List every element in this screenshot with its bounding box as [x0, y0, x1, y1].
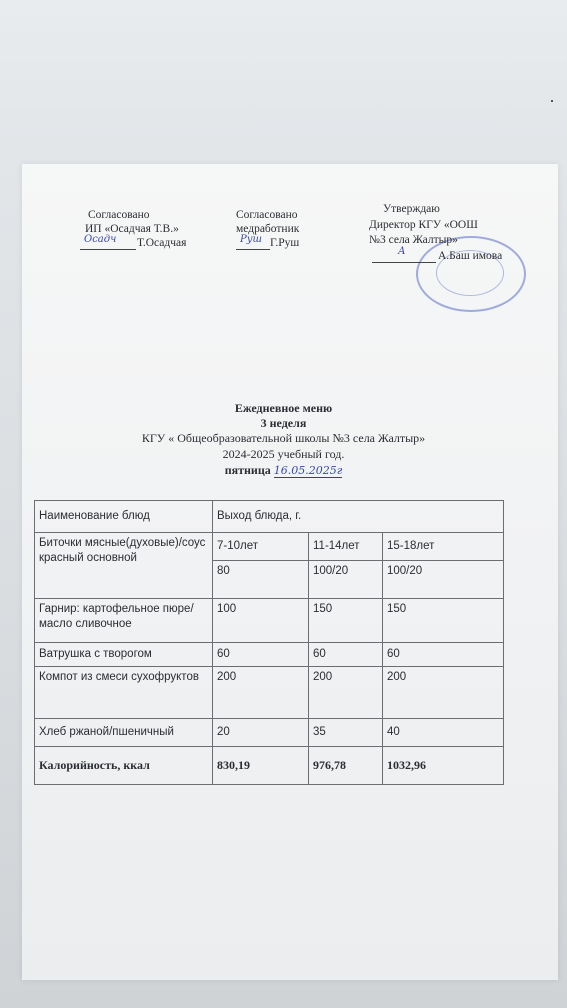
- dish-name-5: Хлеб ржаной/пшеничный: [35, 719, 213, 747]
- middle-signature-line: [236, 249, 270, 250]
- right-signature: А: [398, 246, 406, 257]
- day-date-line: [0, 463, 567, 478]
- right-signature-line: [372, 262, 436, 263]
- dish-name-3: Ватрушка с творогом: [35, 643, 213, 667]
- age-group-2: 11-14лет: [309, 533, 383, 561]
- middle-signature: Руш: [240, 234, 263, 245]
- school-name: КГУ « Общеобразовательной школы №3 села Жалтыр»: [141, 431, 426, 445]
- dish-2-value-3: 150: [383, 599, 504, 643]
- dish-3-value-1: 60: [213, 643, 309, 667]
- left-approval-label: Согласовано: [88, 209, 150, 221]
- dish-1-value-2: 100/20: [309, 561, 383, 599]
- calories-label: Калорийность, ккал: [35, 747, 213, 785]
- header-output: Выход блюда, г.: [213, 501, 504, 533]
- calories-value-3: 1032,96: [383, 747, 504, 785]
- dish-1-value-1: 80: [213, 561, 309, 599]
- middle-approval-label: Согласовано: [236, 209, 298, 221]
- right-approval-role: Директор КГУ «ООШ: [369, 219, 478, 231]
- menu-title: Ежедневное меню: [234, 401, 333, 415]
- dish-5-value-1: 20: [213, 719, 309, 747]
- dish-name-2: Гарнир: картофельное пюре/масло сливочное: [35, 599, 213, 643]
- calories-value-1: 830,19: [213, 747, 309, 785]
- menu-table: [34, 500, 504, 785]
- dish-2-value-2: 150: [309, 599, 383, 643]
- right-approval-org: №3 села Жалтыр»: [369, 234, 458, 246]
- left-approval-name: Т.Осадчая: [137, 237, 187, 249]
- dish-4-value-3: 200: [383, 667, 504, 719]
- left-signature: Осадч: [84, 234, 117, 245]
- dish-2-value-1: 100: [213, 599, 309, 643]
- middle-approval-role: медработник: [236, 223, 300, 235]
- dish-5-value-2: 35: [309, 719, 383, 747]
- dish-3-value-3: 60: [383, 643, 504, 667]
- header-dish: Наименование блюд: [35, 501, 213, 533]
- left-signature-line: [80, 249, 136, 250]
- dish-3-value-2: 60: [309, 643, 383, 667]
- academic-year: 2024-2025 учебный год.: [222, 447, 345, 461]
- right-approval-label: Утверждаю: [383, 203, 440, 215]
- official-stamp: [416, 236, 526, 312]
- wall-speck: [551, 100, 553, 102]
- left-approval-org: ИП «Осадчая Т.В.»: [85, 223, 179, 235]
- dish-1-value-3: 100/20: [383, 561, 504, 599]
- calories-value-2: 976,78: [309, 747, 383, 785]
- week-label: 3 неделя: [260, 416, 307, 430]
- middle-approval-name: Г.Руш: [270, 237, 300, 249]
- dish-4-value-2: 200: [309, 667, 383, 719]
- handwritten-date: 16.05.2025г: [273, 464, 343, 477]
- right-approval-name: А.Баш имова: [438, 250, 503, 262]
- dish-name-1: Биточки мясные(духовые)/соус красный основной: [35, 533, 213, 599]
- weekday: пятница: [224, 463, 271, 477]
- age-group-1: 7-10лет: [213, 533, 309, 561]
- dish-5-value-3: 40: [383, 719, 504, 747]
- dish-name-4: Компот из смеси сухофруктов: [35, 667, 213, 719]
- dish-4-value-1: 200: [213, 667, 309, 719]
- age-group-3: 15-18лет: [383, 533, 504, 561]
